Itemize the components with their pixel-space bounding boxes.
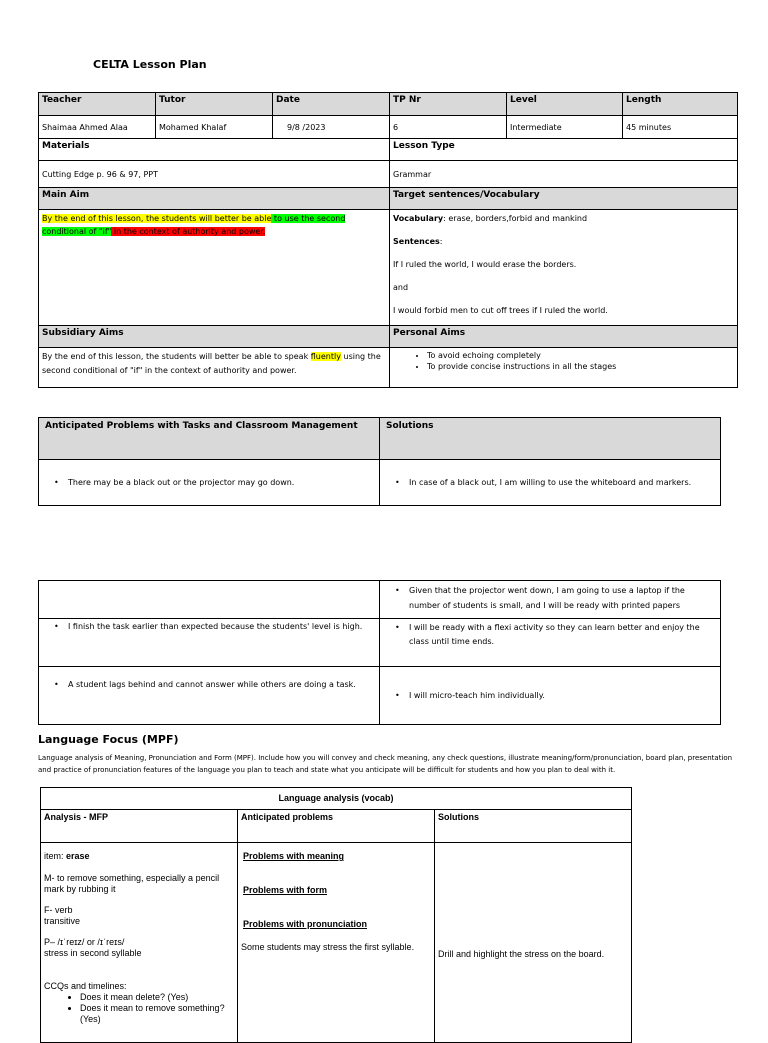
problems-cell bbox=[238, 843, 435, 1043]
personal-aims-text bbox=[390, 348, 738, 388]
materials-value: Cutting Edge p. 96 & 97, PPT bbox=[39, 161, 390, 188]
target-text: Vocabulary: erase, borders,forbid and mankind Sentences: If I ruled the world, I would erase the borders. and I would forbid men to cut off trees if I ruled the world. bbox=[390, 210, 738, 326]
header-tutor: Tutor bbox=[156, 93, 273, 116]
header-level: Level bbox=[507, 93, 623, 116]
vocab-text: : erase, borders,forbid and mankind bbox=[443, 214, 588, 223]
header-length: Length bbox=[623, 93, 738, 116]
level-value: Intermediate bbox=[507, 116, 623, 139]
form-line-2: transitive bbox=[44, 916, 81, 926]
and-text: and bbox=[393, 283, 409, 292]
header-tp-nr: TP Nr bbox=[390, 93, 507, 116]
materials-label: Materials bbox=[39, 139, 390, 161]
vocab-analysis-title: Language analysis (vocab) bbox=[41, 788, 632, 810]
analysis-header: Analysis - MFP bbox=[41, 810, 238, 843]
solution-text: Drill and highlight the stress on the board. bbox=[438, 949, 605, 959]
personal-aims-label: Personal Aims bbox=[390, 326, 738, 348]
solution-item: • In case of a black out, I am willing to use the whiteboard and markers. bbox=[383, 477, 717, 488]
main-aim-part2: to use the second conditional of "if" bbox=[42, 214, 346, 236]
personal-aim-item: • To provide concise instructions in all the stages bbox=[427, 361, 734, 372]
tutor-value: Mohamed Khalaf bbox=[156, 116, 273, 139]
ccq-item: • Does it mean delete? (Yes) bbox=[80, 992, 234, 1003]
anticipated-problems-header: Anticipated problems bbox=[238, 810, 435, 843]
vocab-label: Vocabulary bbox=[393, 214, 444, 223]
lesson-type-label: Lesson Type bbox=[390, 139, 738, 161]
personal-aim-item: • To avoid echoing completely bbox=[427, 350, 734, 361]
pronunciation-line-2: stress in second syllable bbox=[44, 948, 142, 958]
vocab-analysis-table bbox=[40, 787, 632, 1043]
empty-problem-cell bbox=[39, 581, 380, 619]
header-date: Date bbox=[273, 93, 390, 116]
header-teacher: Teacher bbox=[39, 93, 156, 116]
sentence-2: I would forbid men to cut off trees if I ruled the world. bbox=[393, 306, 608, 315]
meaning-text: M- to remove something, especially a pencil mark by rubbing it bbox=[44, 873, 220, 894]
solutions-header: Solutions bbox=[380, 418, 721, 460]
problem-text: Some students may stress the first syllable. bbox=[241, 942, 415, 952]
subsidiary-aims-text: By the end of this lesson, the students will better be able to speak fluently using the second conditional of "if" in the context of authority and power. bbox=[39, 348, 390, 388]
main-aim-part3: in the context of authority and power. bbox=[111, 227, 266, 236]
problems-with-pronunciation: Problems with pronunciation bbox=[243, 919, 368, 929]
problems-with-form: Problems with form bbox=[243, 885, 328, 895]
ccq-item: • Does it mean to remove something? (Yes) bbox=[80, 1003, 234, 1025]
main-aim-part1: By the end of this lesson, the students will better be able bbox=[42, 214, 272, 223]
lesson-info-table bbox=[38, 92, 738, 388]
solutions-header: Solutions bbox=[435, 810, 632, 843]
lesson-type-value: Grammar bbox=[390, 161, 738, 188]
ccq-label: CCQs and timelines: bbox=[44, 981, 127, 991]
length-value: 45 minutes bbox=[623, 116, 738, 139]
language-focus-title: Language Focus (MPF) bbox=[38, 733, 179, 746]
problem-item: • A student lags behind and cannot answer while others are doing a task. bbox=[42, 679, 376, 690]
date-value: 9/8 /2023 bbox=[273, 116, 390, 139]
problems-header: Anticipated Problems with Tasks and Classroom Management bbox=[39, 418, 380, 460]
sentences-label: Sentences bbox=[393, 237, 440, 246]
problems-table bbox=[38, 417, 721, 506]
solution-item: • I will micro-teach him individually. bbox=[383, 690, 717, 701]
pronunciation-line-1: P– /ɪˈreɪz/ or /ɪˈreɪs/ bbox=[44, 937, 125, 947]
tp-nr-value: 6 bbox=[390, 116, 507, 139]
subsidiary-aims-label: Subsidiary Aims bbox=[39, 326, 390, 348]
language-focus-description: Language analysis of Meaning, Pronunciation and Form (MPF). Include how you will convey and check meaning, any check questions, illustrate meaning/form/pronunciation, board plan, presentation and practice of pronunciation features of the language you plan to teach and state what you anticipate will be difficult for students and how you plan to deal with it. bbox=[38, 754, 733, 774]
document-title: CELTA Lesson Plan bbox=[93, 58, 207, 71]
problems-with-meaning: Problems with meaning bbox=[243, 851, 345, 861]
main-aim-label: Main Aim bbox=[39, 188, 390, 210]
fluently-highlight: fluently bbox=[310, 352, 341, 361]
problems-table-continued bbox=[38, 580, 721, 725]
sentence-1: If I ruled the world, I would erase the borders. bbox=[393, 260, 577, 269]
target-label: Target sentences/Vocabulary bbox=[390, 188, 738, 210]
solution-cell bbox=[435, 843, 632, 1043]
solution-item: • I will be ready with a flexi activity so they can learn better and enjoy the class until time ends. bbox=[383, 621, 717, 649]
solution-item: • Given that the projector went down, I am going to use a laptop if the number of students is small, and I will be ready with printed papers bbox=[383, 583, 717, 613]
analysis-cell: item: erase M- to remove something, especially a pencil mark by rubbing it F- verb transitive P– /ɪˈreɪz/ or /ɪˈreɪs/ stress in second syllable CCQs and timelines: • Does it mean delete? (Yes) • Does it mean to remove something? (Yes) bbox=[41, 843, 238, 1043]
teacher-value: Shaimaa Ahmed Alaa bbox=[39, 116, 156, 139]
problem-item: • There may be a black out or the projector may go down. bbox=[42, 477, 376, 488]
problem-item: • I finish the task earlier than expected because the students' level is high. bbox=[42, 621, 376, 632]
form-line-1: F- verb bbox=[44, 905, 73, 915]
vocab-item: erase bbox=[66, 851, 90, 861]
main-aim-text bbox=[39, 210, 390, 326]
